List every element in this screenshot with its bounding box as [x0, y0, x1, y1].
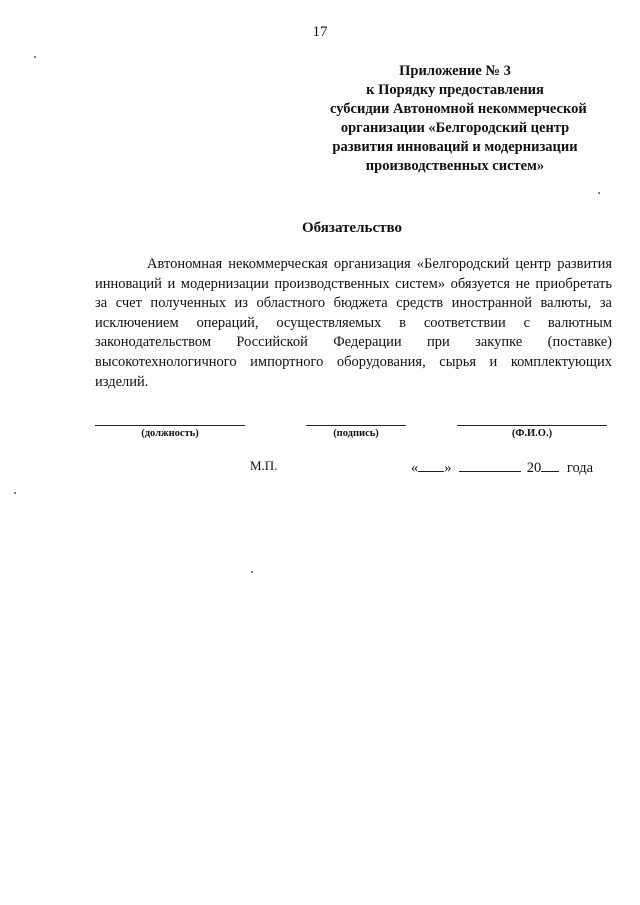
appendix-header [330, 62, 587, 176]
appendix-line: субсидии Автономной некоммерческой [330, 101, 587, 117]
document-title: Обязательство [302, 220, 402, 236]
signature-field [306, 425, 406, 439]
page-number: 17 [312, 24, 328, 40]
month-blank [459, 459, 521, 472]
full-name-line [457, 425, 607, 426]
stamp-place-label: М.П. [250, 458, 278, 473]
date-close-quote: » [444, 460, 452, 476]
year-prefix: 20 [526, 460, 542, 476]
position-signature-field [95, 425, 245, 439]
appendix-line: производственных систем» [365, 158, 545, 174]
day-blank [418, 459, 444, 472]
scan-speck [14, 492, 16, 494]
full-name-caption: (Ф.И.О.) [511, 428, 553, 439]
appendix-line: Приложение № 3 [399, 63, 511, 79]
date-open-quote: « [411, 460, 419, 476]
position-line [95, 425, 245, 426]
scan-speck [251, 571, 253, 573]
scan-speck [34, 56, 36, 58]
obligation-text: Автономная некоммерческая организация «Белгородский центр развития инноваций и модернизации производственных систем» обязуется не приобретать за счет полученных из областного бюджета средств иностранной валюты, за исключением операций, осуществляемых в соответствии с валютным законодательством Российской Федерации при закупке (поставке) высокотехнологичного импортного оборудования, сырья и комплектующих изделий. [95, 256, 612, 390]
signature-caption: (подпись) [333, 428, 379, 439]
appendix-line: развития инноваций и модернизации [332, 139, 578, 155]
position-caption: (должность) [141, 428, 199, 439]
full-name-field [457, 425, 607, 439]
year-suffix: года [566, 460, 594, 476]
appendix-line: организации «Белгородский центр [340, 120, 570, 136]
signature-line [306, 425, 406, 426]
scan-speck [598, 192, 600, 194]
year-blank [541, 459, 559, 472]
appendix-line: к Порядку предоставления [366, 82, 544, 98]
date-field [411, 459, 593, 477]
